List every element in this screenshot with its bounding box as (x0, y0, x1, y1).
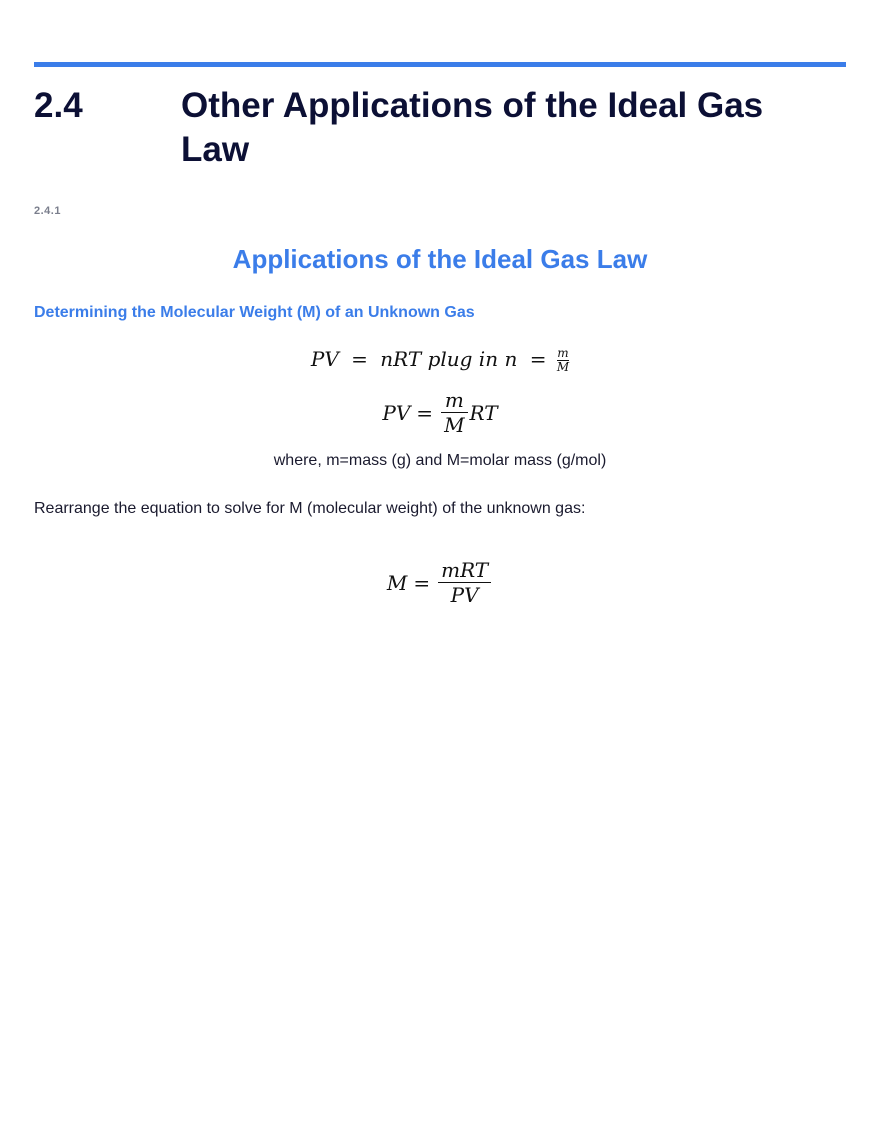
section-title: Other Applications of the Ideal Gas Law (181, 86, 764, 169)
eq1-equals-2: = (529, 347, 547, 371)
variable-definitions: where, m=mass (g) and M=molar mass (g/mol) (273, 452, 607, 469)
eq2-equals: = (416, 400, 434, 425)
section-heading (34, 84, 846, 172)
eq3-fraction (438, 558, 491, 607)
equation-molar-mass (0, 558, 880, 607)
eq3-fraction-denominator: PV (450, 583, 479, 607)
eq1-fraction-denominator: M (556, 360, 570, 374)
eq2-rhs: RT (469, 400, 498, 425)
eq1-fraction (557, 347, 569, 374)
eq1-rhs: nRT plug in n (380, 347, 518, 371)
eq3-lhs: M (386, 570, 408, 595)
eq1-equals: = (351, 347, 368, 371)
eq2-fraction-denominator: M (444, 413, 465, 437)
eq1-lhs: PV (310, 347, 339, 371)
eq1-fraction-numerator: m (557, 346, 569, 360)
subsection-title: Applications of the Ideal Gas Law (232, 244, 648, 274)
section-number: 2.4 (34, 86, 83, 125)
rearrange-instruction: Rearrange the equation to solve for M (molecular weight) of the unknown gas: (34, 500, 586, 517)
eq2-lhs: PV (382, 400, 411, 425)
equation-ideal-gas-mass (0, 388, 880, 437)
eq2-fraction-numerator: m (444, 388, 464, 412)
topic-heading: Determining the Molecular Weight (M) of an Unknown Gas (34, 304, 475, 321)
eq3-equals: = (413, 570, 431, 595)
top-divider (34, 62, 846, 67)
equation-ideal-gas-substitution (0, 347, 880, 374)
eq2-fraction (441, 388, 467, 437)
eq3-fraction-numerator: mRT (441, 558, 489, 582)
subsection-number: 2.4.1 (34, 205, 61, 217)
